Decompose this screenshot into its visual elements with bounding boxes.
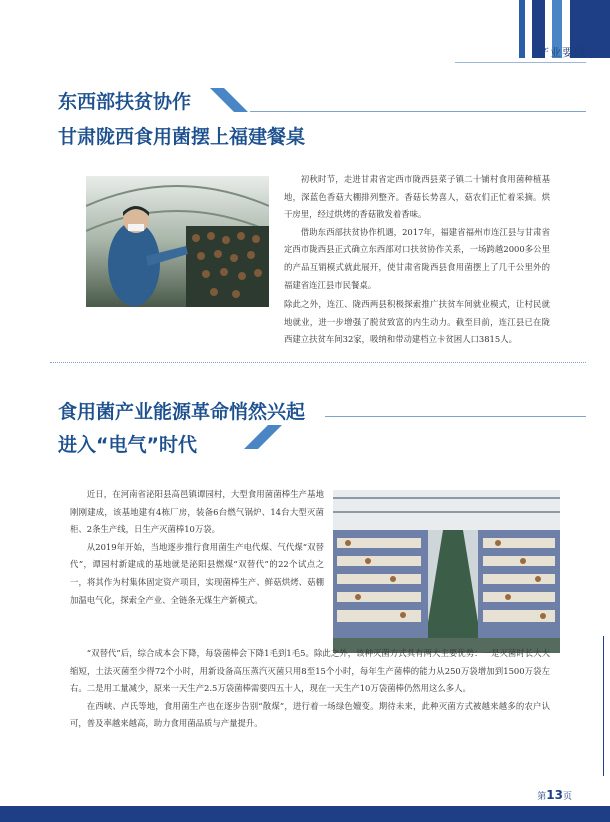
article2-paragraph: 从2019年开始，当地逐步推行食用菌生产电代煤、气代煤“双替代”，谭园村新建成的基地就是泌阳县燃煤“双替代”的22个试点之一，将其作为村集体固定资产项目，实现菌棒生产、鲜菇烘烤、菇棚加温电气化，探索全产业、全链条无煤生产新模式。 <box>70 541 324 605</box>
page-number <box>537 788 572 802</box>
article2-paragraph: 近日，在河南省泌阳县高邑镇谭园村，大型食用菌菌棒生产基地刚刚建成，该基地建有4栋厂房，装备6台燃气锅炉、14台大型灭菌柜、2条生产线，日生产灭菌棒10万袋。 <box>70 489 324 535</box>
heading-stripe-icon <box>244 425 288 449</box>
page-prefix: 第 <box>537 792 547 802</box>
article2-rule <box>325 416 586 417</box>
heading-stripe-icon <box>210 88 254 112</box>
article1-paragraph: 初秋时节，走进甘肃省定西市陇西县菜子镇二十铺村食用菌种植基地，深蓝色香菇大棚排列整齐。香菇长势喜人，菇农们正忙着采摘。烘干房里，经过烘烤的香菇散发着香味。 <box>284 174 550 220</box>
article1-rule <box>250 111 586 112</box>
article2-title-line1: 食用菌产业能源革命悄然兴起 <box>58 401 306 423</box>
mushroom-greenhouse-photo <box>86 176 269 307</box>
article2-title-line2: 进入“电气”时代 <box>58 434 197 456</box>
page-suffix: 页 <box>562 792 572 802</box>
article1-paragraph: 除此之外，连江、陇西两县积极探索推广扶贫车间就业模式，让村民就地就业，进一步增强了脱贫致富的内生动力。截至目前，连江县已在陇西建立扶贫车间32家，吸纳和带动建档立卡贫困人口3815人。 <box>284 299 550 345</box>
article1-body-wide <box>70 296 550 349</box>
section-label: 产业要闻 <box>538 46 586 59</box>
article2-body-wide <box>70 645 550 733</box>
article1-body <box>284 171 550 294</box>
footer-bar <box>0 806 610 822</box>
article1-paragraph: 借助东西部扶贫协作机遇，2017年，福建省福州市连江县与甘肃省定西市陇西县正式确立东西部对口扶贫协作关系，一场跨越2000多公里的产品互销模式就此展开，使甘肃省陇西县食用菌摆上了几千公里外的福建省连江县市民餐桌。 <box>284 226 550 290</box>
article2-body-narrow <box>70 486 324 609</box>
page-number-value: 13 <box>546 788 563 802</box>
article2-paragraph: “双替代”后，综合成本会下降，每袋菌棒会下降1毛到1毛5。除此之外，该种灭菌方式具有两大主要优势：一是灭菌时长大大缩短，土法灭菌至少得72个小时，用新设备高压蒸汽灭菌只用8至15个小时，每年生产菌棒的能力从250万袋增加到1500万袋左右。二是用工量减少，原来一天生产2.5万袋菌棒需要四五十人，现在一天生产10万袋菌棒仍然用这么多人。 <box>70 648 550 694</box>
article2-paragraph: 在西峡、卢氏等地，食用菌生产也在逐步告别“散煤”，进行着一场绿色嬗变。期待未来，此种灭菌方式被越来越多的农户认可，普及率越来越高，助力食用菌品质与产量提升。 <box>70 700 550 729</box>
article1-kicker: 东西部扶贫协作 <box>58 91 192 113</box>
mushroom-factory-photo <box>333 490 560 653</box>
article1-title: 甘肃陇西食用菌摆上福建餐桌 <box>58 126 306 148</box>
section-divider <box>455 62 586 63</box>
article-separator <box>50 362 586 365</box>
page-edge-line <box>603 636 604 776</box>
header-bar-1 <box>519 0 525 58</box>
